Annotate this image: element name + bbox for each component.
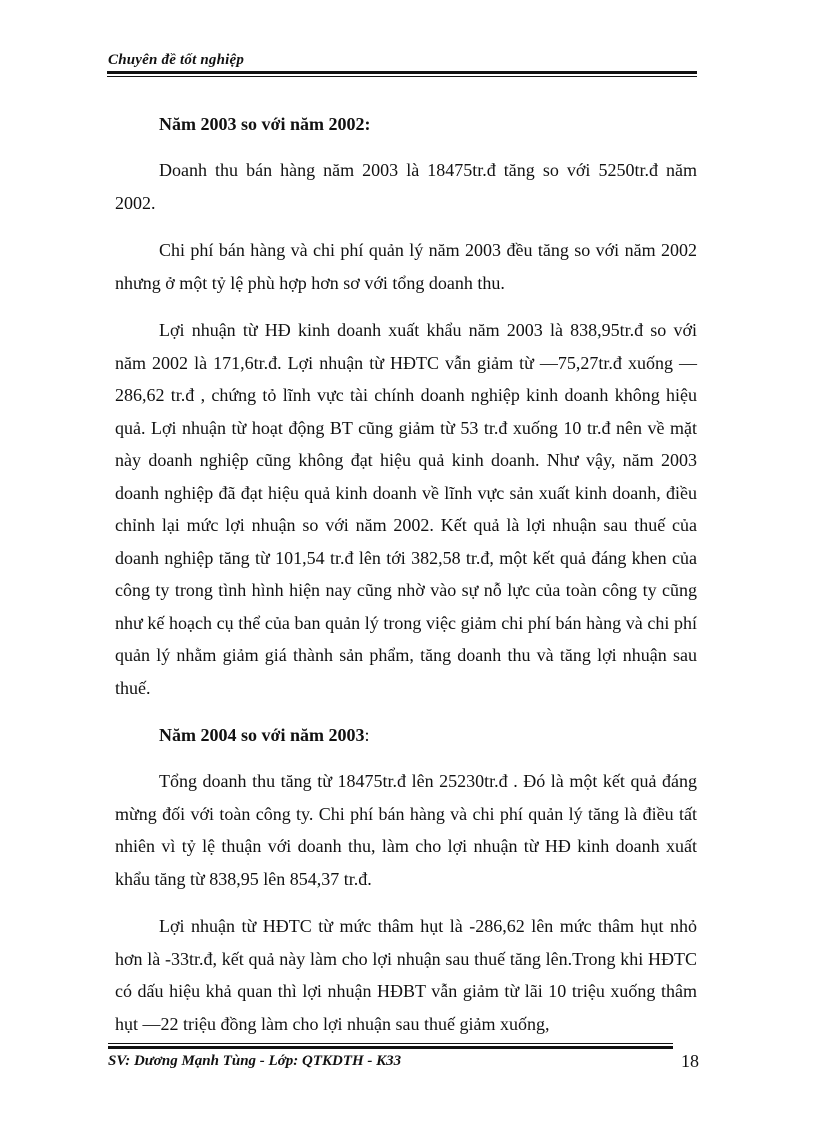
section-heading-2003 bbox=[115, 108, 697, 140]
header-rule bbox=[107, 71, 697, 74]
page-header bbox=[107, 50, 697, 76]
section-heading-text: Năm 2004 so với năm 2003 bbox=[159, 725, 365, 745]
footer-author: SV: Dương Mạnh Tùng - Lớp: QTKDTH - K33 bbox=[108, 1053, 402, 1069]
section-heading-2004 bbox=[115, 719, 697, 751]
paragraph: Doanh thu bán hàng năm 2003 là 18475tr.đ tăng so với 5250tr.đ năm 2002. bbox=[115, 160, 697, 213]
paragraph: Tổng doanh thu tăng từ 18475tr.đ lên 25230tr.đ . Đó là một kết quả đáng mừng đối với toàn công ty. Chi phí bán hàng và chi phí quản lý tăng là điều tất nhiên vì tỷ lệ thuận với doanh thu, làm cho lợi nhuận từ HĐ kinh doanh xuất khẩu tăng từ 838,95 lên 854,37 tr.đ. bbox=[115, 771, 697, 889]
header-title: Chuyên đề tốt nghiệp bbox=[108, 52, 245, 68]
page-number: 18 bbox=[681, 1051, 699, 1071]
section-heading-suffix: : bbox=[364, 725, 370, 745]
paragraph: Chi phí bán hàng và chi phí quản lý năm 2003 đều tăng so với năm 2002 nhưng ở một tỷ lệ phù hợp hơn sơ với tổng doanh thu. bbox=[115, 240, 697, 293]
header-rule-secondary bbox=[107, 76, 697, 77]
paragraph: Lợi nhuận từ HĐ kinh doanh xuất khẩu năm 2003 là 838,95tr.đ so với năm 2002 là 171,6tr.đ. Lợi nhuận từ HĐTC vẫn giảm từ —75,27tr.đ xuống —286,62 tr.đ , chứng tỏ lĩnh vực tài chính doanh nghiệp kinh doanh không hiệu quả. Lợi nhuận từ hoạt động BT cũng giảm từ 53 tr.đ xuống 10 tr.đ nên về mặt này doanh nghiệp cũng không đạt hiệu quả kinh doanh. Như vậy, năm 2003 doanh nghiệp đã đạt hiệu quả kinh doanh về lĩnh vực sản xuất kinh doanh, điều chỉnh lại mức lợi nhuận so với năm 2002. Kết quả là lợi nhuận sau thuế của doanh nghiệp tăng từ 101,54 tr.đ lên tới 382,58 tr.đ, một kết quả đáng khen của công ty trong tình hình hiện nay cũng nhờ vào sự nỗ lực của toàn công ty cũng như kế hoạch cụ thể của ban quản lý trong việc giảm chi phí bán hàng và chi phí quản lý nhằm giảm giá thành sản phẩm, tăng doanh thu và tăng lợi nhuận sau thuế. bbox=[115, 320, 697, 698]
section-heading-text: Năm 2003 so với năm 2002: bbox=[159, 114, 371, 134]
page-footer bbox=[108, 1043, 698, 1083]
footer-rule bbox=[108, 1046, 673, 1049]
document-body bbox=[115, 108, 697, 1040]
paragraph: Lợi nhuận từ HĐTC từ mức thâm hụt là -286,62 lên mức thâm hụt nhỏ hơn là -33tr.đ, kết quả này làm cho lợi nhuận sau thuế tăng lên.Trong khi HĐTC có dấu hiệu khả quan thì lợi nhuận HĐBT vẫn giảm từ lãi 10 triệu xuống thâm hụt —22 triệu đồng làm cho lợi nhuận sau thuế giảm xuống, bbox=[115, 916, 697, 1034]
footer-rule-secondary bbox=[108, 1043, 673, 1044]
